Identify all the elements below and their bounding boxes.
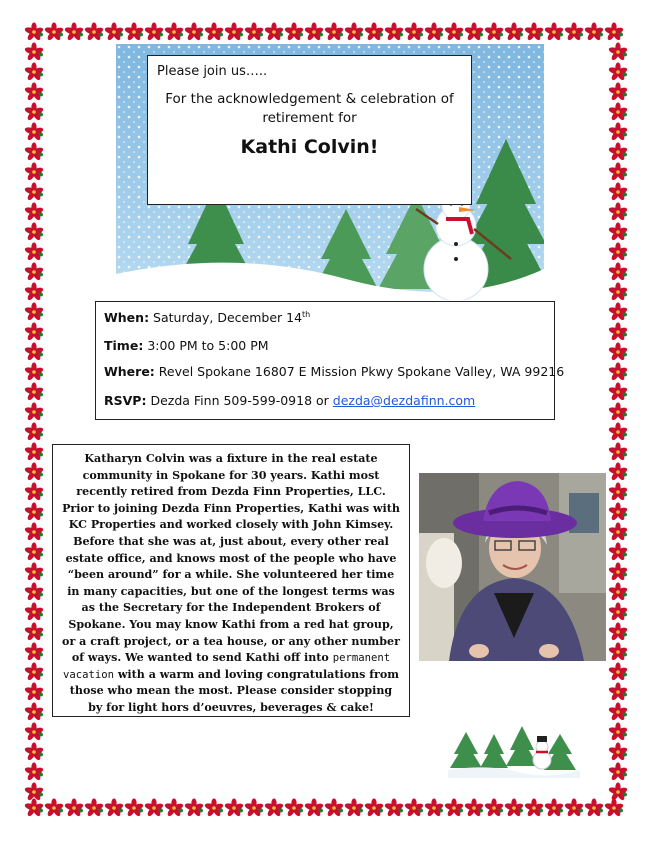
poinsettia-icon bbox=[608, 262, 628, 282]
poinsettia-icon bbox=[608, 182, 628, 202]
poinsettia-icon bbox=[608, 222, 628, 242]
poinsettia-icon bbox=[24, 262, 44, 282]
poinsettia-icon bbox=[24, 502, 44, 522]
poinsettia-icon bbox=[24, 562, 44, 582]
poinsettia-icon bbox=[24, 82, 44, 102]
detail-rsvp bbox=[104, 393, 475, 408]
detail-when bbox=[104, 310, 310, 325]
poinsettia-icon bbox=[484, 798, 504, 818]
poinsettia-icon bbox=[284, 798, 304, 818]
poinsettia-icon bbox=[608, 522, 628, 542]
poinsettia-icon bbox=[24, 402, 44, 422]
poinsettia-icon bbox=[464, 798, 484, 818]
poinsettia-icon bbox=[24, 382, 44, 402]
poinsettia-icon bbox=[24, 342, 44, 362]
when-label: When: bbox=[104, 310, 150, 326]
poinsettia-icon bbox=[24, 462, 44, 482]
poinsettia-icon bbox=[424, 798, 444, 818]
poinsettia-icon bbox=[264, 22, 284, 42]
invitation-line-1: For the acknowledgement & celebration of bbox=[165, 91, 454, 107]
poinsettia-icon bbox=[444, 22, 464, 42]
poinsettia-icon bbox=[24, 722, 44, 742]
poinsettia-icon bbox=[24, 662, 44, 682]
poinsettia-icon bbox=[608, 82, 628, 102]
poinsettia-icon bbox=[44, 798, 64, 818]
poinsettia-icon bbox=[184, 798, 204, 818]
honoree-photo bbox=[419, 473, 606, 661]
bio-part-1: Katharyn Colvin was a fixture in the real estate community in Spokane for 30 years. Kathi most recently retired from Dezda Finn Properties, LLC. Prior to joining Dezda Finn Properties, Kathi was with KC Properties and worked closely with John Kimsey. Before that she was at, just about, every other real estate office, and knows most of the people who have “been around” for a while. She volunteered her time in many capacities, but one of the longest terms was as the Secretary for the Independent Brokers of Spokane. You may know Kathi from a red hat group, or a craft project, or a tea house, or any other number of ways. We wanted to send Kathi off into bbox=[62, 452, 400, 665]
mini-winter-scene-illustration bbox=[448, 720, 580, 778]
poinsettia-icon bbox=[608, 742, 628, 762]
detail-time bbox=[104, 338, 269, 353]
poinsettia-icon bbox=[404, 22, 424, 42]
poinsettia-icon bbox=[24, 222, 44, 242]
poinsettia-border-left bbox=[22, 20, 46, 820]
invitation-line-2: retirement for bbox=[262, 110, 357, 126]
poinsettia-icon bbox=[608, 242, 628, 262]
poinsettia-icon bbox=[24, 762, 44, 782]
poinsettia-icon bbox=[608, 202, 628, 222]
poinsettia-icon bbox=[84, 798, 104, 818]
poinsettia-icon bbox=[344, 22, 364, 42]
poinsettia-icon bbox=[164, 22, 184, 42]
poinsettia-icon bbox=[544, 22, 564, 42]
poinsettia-icon bbox=[608, 362, 628, 382]
poinsettia-icon bbox=[244, 798, 264, 818]
poinsettia-icon bbox=[24, 302, 44, 322]
poinsettia-icon bbox=[608, 702, 628, 722]
poinsettia-icon bbox=[24, 782, 44, 802]
poinsettia-icon bbox=[224, 798, 244, 818]
poinsettia-icon bbox=[184, 22, 204, 42]
poinsettia-icon bbox=[404, 798, 424, 818]
poinsettia-icon bbox=[124, 22, 144, 42]
poinsettia-icon bbox=[608, 462, 628, 482]
poinsettia-icon bbox=[224, 22, 244, 42]
poinsettia-icon bbox=[24, 282, 44, 302]
poinsettia-icon bbox=[584, 798, 604, 818]
poinsettia-icon bbox=[204, 22, 224, 42]
poinsettia-icon bbox=[608, 542, 628, 562]
poinsettia-icon bbox=[24, 422, 44, 442]
poinsettia-icon bbox=[444, 798, 464, 818]
poinsettia-icon bbox=[608, 342, 628, 362]
poinsettia-icon bbox=[24, 62, 44, 82]
poinsettia-icon bbox=[24, 202, 44, 222]
poinsettia-icon bbox=[424, 22, 444, 42]
poinsettia-icon bbox=[24, 582, 44, 602]
poinsettia-icon bbox=[124, 798, 144, 818]
where-label: Where: bbox=[104, 364, 155, 379]
honoree-name: Kathi Colvin! bbox=[240, 136, 379, 158]
poinsettia-icon bbox=[24, 122, 44, 142]
poinsettia-icon bbox=[608, 662, 628, 682]
time-label: Time: bbox=[104, 338, 144, 353]
poinsettia-icon bbox=[24, 542, 44, 562]
poinsettia-icon bbox=[608, 562, 628, 582]
poinsettia-icon bbox=[24, 602, 44, 622]
poinsettia-icon bbox=[304, 798, 324, 818]
poinsettia-border-bottom bbox=[22, 796, 630, 820]
poinsettia-icon bbox=[244, 22, 264, 42]
poinsettia-icon bbox=[24, 682, 44, 702]
poinsettia-icon bbox=[608, 382, 628, 402]
poinsettia-icon bbox=[608, 602, 628, 622]
poinsettia-icon bbox=[608, 762, 628, 782]
poinsettia-icon bbox=[608, 162, 628, 182]
poinsettia-icon bbox=[24, 142, 44, 162]
poinsettia-icon bbox=[564, 798, 584, 818]
poinsettia-icon bbox=[608, 502, 628, 522]
poinsettia-icon bbox=[24, 182, 44, 202]
poinsettia-icon bbox=[64, 798, 84, 818]
poinsettia-icon bbox=[24, 702, 44, 722]
poinsettia-icon bbox=[24, 622, 44, 642]
poinsettia-icon bbox=[504, 22, 524, 42]
poinsettia-icon bbox=[44, 22, 64, 42]
poinsettia-icon bbox=[304, 22, 324, 42]
poinsettia-icon bbox=[24, 162, 44, 182]
poinsettia-icon bbox=[284, 22, 304, 42]
poinsettia-icon bbox=[608, 282, 628, 302]
poinsettia-icon bbox=[144, 22, 164, 42]
poinsettia-icon bbox=[24, 522, 44, 542]
where-value: Revel Spokane 16807 E Mission Pkwy Spokane Valley, WA 99216 bbox=[158, 364, 565, 379]
poinsettia-border-top bbox=[22, 20, 630, 44]
poinsettia-icon bbox=[608, 42, 628, 62]
poinsettia-icon bbox=[104, 22, 124, 42]
poinsettia-icon bbox=[364, 22, 384, 42]
poinsettia-icon bbox=[504, 798, 524, 818]
when-value: Saturday, December 14 bbox=[153, 310, 303, 326]
poinsettia-icon bbox=[608, 782, 628, 802]
invitation-greeting: Please join us….. bbox=[157, 64, 268, 79]
bio-part-2: permanent vacation bbox=[62, 652, 391, 681]
poinsettia-icon bbox=[104, 798, 124, 818]
poinsettia-icon bbox=[608, 422, 628, 442]
poinsettia-icon bbox=[24, 242, 44, 262]
poinsettia-icon bbox=[608, 402, 628, 422]
event-details bbox=[95, 301, 565, 420]
poinsettia-icon bbox=[608, 642, 628, 662]
when-suffix: th bbox=[302, 310, 311, 319]
poinsettia-icon bbox=[564, 22, 584, 42]
poinsettia-icon bbox=[608, 102, 628, 122]
poinsettia-icon bbox=[164, 798, 184, 818]
poinsettia-icon bbox=[204, 798, 224, 818]
poinsettia-icon bbox=[64, 22, 84, 42]
poinsettia-icon bbox=[24, 642, 44, 662]
poinsettia-icon bbox=[608, 122, 628, 142]
poinsettia-border-right bbox=[606, 20, 630, 820]
rsvp-email-link[interactable]: dezda@dezdafinn.com bbox=[332, 393, 476, 408]
poinsettia-icon bbox=[608, 302, 628, 322]
poinsettia-icon bbox=[384, 22, 404, 42]
poinsettia-icon bbox=[584, 22, 604, 42]
poinsettia-icon bbox=[364, 798, 384, 818]
poinsettia-icon bbox=[608, 322, 628, 342]
invitation-card bbox=[147, 55, 472, 205]
poinsettia-icon bbox=[544, 798, 564, 818]
poinsettia-icon bbox=[608, 442, 628, 462]
poinsettia-icon bbox=[524, 22, 544, 42]
poinsettia-icon bbox=[608, 682, 628, 702]
bio-part-3: with a warm and loving congratulations from those who mean the most. Please consider stopping by for light hors d’oeuvres, beverages & cake! bbox=[69, 667, 400, 714]
rsvp-label: RSVP: bbox=[104, 393, 147, 408]
poinsettia-icon bbox=[264, 798, 284, 818]
poinsettia-icon bbox=[608, 722, 628, 742]
poinsettia-icon bbox=[608, 482, 628, 502]
poinsettia-icon bbox=[24, 102, 44, 122]
poinsettia-icon bbox=[324, 22, 344, 42]
poinsettia-icon bbox=[24, 742, 44, 762]
poinsettia-icon bbox=[464, 22, 484, 42]
detail-where bbox=[104, 364, 564, 379]
poinsettia-icon bbox=[24, 442, 44, 462]
rsvp-value: Dezda Finn 509-599-0918 or bbox=[150, 393, 329, 408]
poinsettia-icon bbox=[608, 622, 628, 642]
biography-text bbox=[52, 444, 410, 717]
time-value: 3:00 PM to 5:00 PM bbox=[147, 338, 269, 353]
poinsettia-icon bbox=[608, 582, 628, 602]
poinsettia-icon bbox=[84, 22, 104, 42]
poinsettia-icon bbox=[384, 798, 404, 818]
poinsettia-icon bbox=[608, 62, 628, 82]
poinsettia-icon bbox=[524, 798, 544, 818]
poinsettia-icon bbox=[484, 22, 504, 42]
poinsettia-icon bbox=[24, 322, 44, 342]
poinsettia-icon bbox=[144, 798, 164, 818]
poinsettia-icon bbox=[608, 142, 628, 162]
poinsettia-icon bbox=[324, 798, 344, 818]
poinsettia-icon bbox=[24, 42, 44, 62]
poinsettia-icon bbox=[24, 482, 44, 502]
poinsettia-icon bbox=[344, 798, 364, 818]
poinsettia-icon bbox=[24, 362, 44, 382]
